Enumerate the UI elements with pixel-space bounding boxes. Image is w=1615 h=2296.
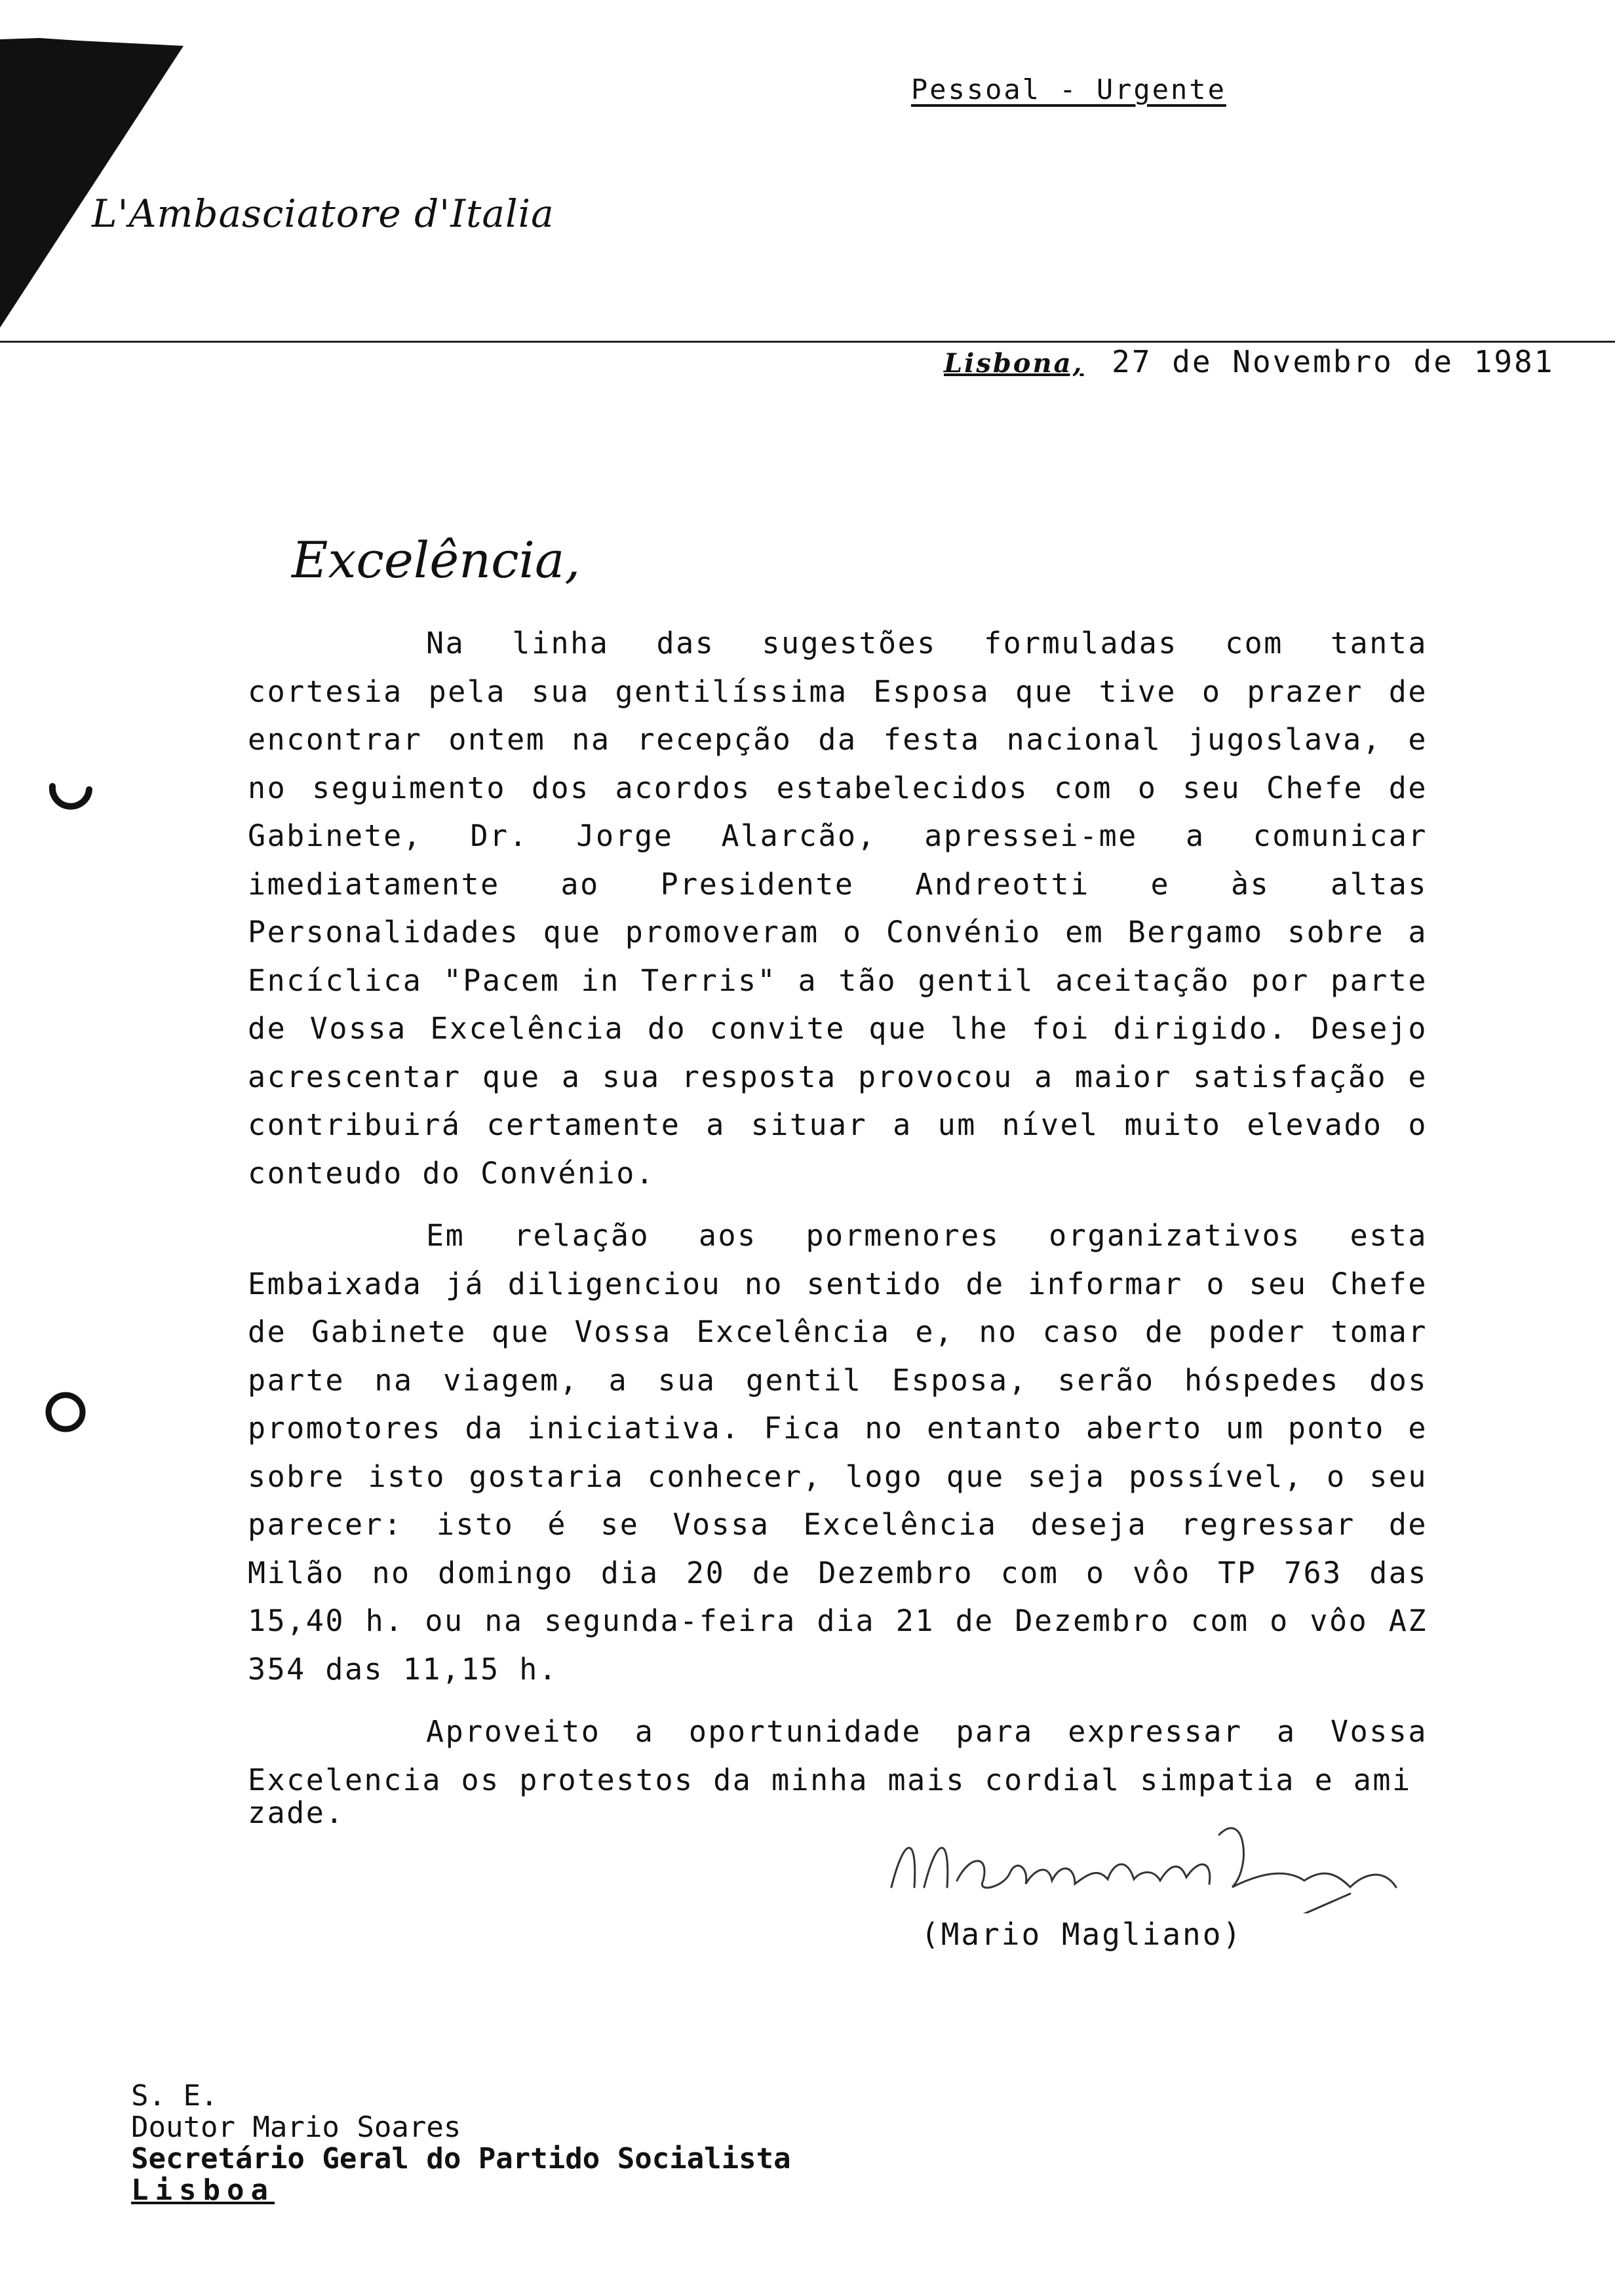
- addressee-line-4: Lisboa: [131, 2173, 275, 2207]
- punch-hole-mark-1: [46, 776, 98, 829]
- body-paragraph-2: Em relação aos pormenores organizativos esta Embaixada já diligenciou no sentido de informar o seu Chefe de Gabinete que Vossa Excelência e, no caso de poder tomar parte na viagem, a sua gentil Esposa, serão hóspedes dos promotores da iniciativa. Fica no entanto aberto um ponto e sobre isto gostaria conhecer, logo que seja possível, o seu parecer: isto é se Vossa Excelência deseja regressar de Milão no domingo dia 20 de Dezembro com o vôo TP 763 das 15,40 h. ou na segunda-feira dia 21 de Dezembro com o vôo AZ 354 das 11,15 h.: [248, 1218, 1428, 1687]
- urgent-note: Pessoal - Urgente: [911, 73, 1226, 105]
- body-paragraph-1: Na linha das sugestões formuladas com tanta cortesia pela sua gentilíssima Esposa que tive o prazer de encontrar ontem na recepção da festa nacional jugoslava, e no seguimento dos acordos estabelecidos com o seu Chefe de Gabinete, Dr. Jorge Alarcão, apressei-me a comunicar imediatamente ao Presidente Andreotti e às altas Personalidades que promoveram o Convénio em Bergamo sobre a Encíclica "Pacem in Terris" a tão gentil aceitação por parte de Vossa Excelência do convite que lhe foi dirigido. Desejo acrescentar que a sua resposta provocou a maior satisfação e contribuirá certamente a situar a um nível muito elevado o conteudo do Convénio.: [248, 626, 1428, 1191]
- dateline: [944, 344, 1554, 379]
- addressee-line-2: Doutor Mario Soares: [131, 2111, 461, 2144]
- letterhead-divider: [0, 341, 1615, 343]
- letterhead-corner-mark: [0, 0, 197, 341]
- dateline-date: 27 de Novembro de 1981: [1112, 344, 1555, 379]
- signer-name: (Mario Magliano): [921, 1917, 1243, 1952]
- letterhead-title: L'Ambasciatore d'Italia: [92, 191, 555, 236]
- letter-body: [248, 619, 1428, 1818]
- handwritten-signature: [878, 1795, 1416, 1913]
- addressee-line-1: S. E.: [131, 2079, 218, 2113]
- punch-hole-mark-2: [39, 1386, 92, 1438]
- addressee-line-3: Secretário Geral do Partido Socialista: [131, 2142, 791, 2175]
- body-paragraph-3: Aproveito a oportunidade para expressar a Vossa Excelencia os protestos da minha mais cordial simpatia e ami: [248, 1714, 1428, 1797]
- dateline-place: Lisbona,: [944, 348, 1084, 379]
- salutation: Excelência,: [292, 531, 581, 589]
- addressee-block: [131, 2080, 791, 2206]
- closing-word: zade.: [248, 1795, 345, 1830]
